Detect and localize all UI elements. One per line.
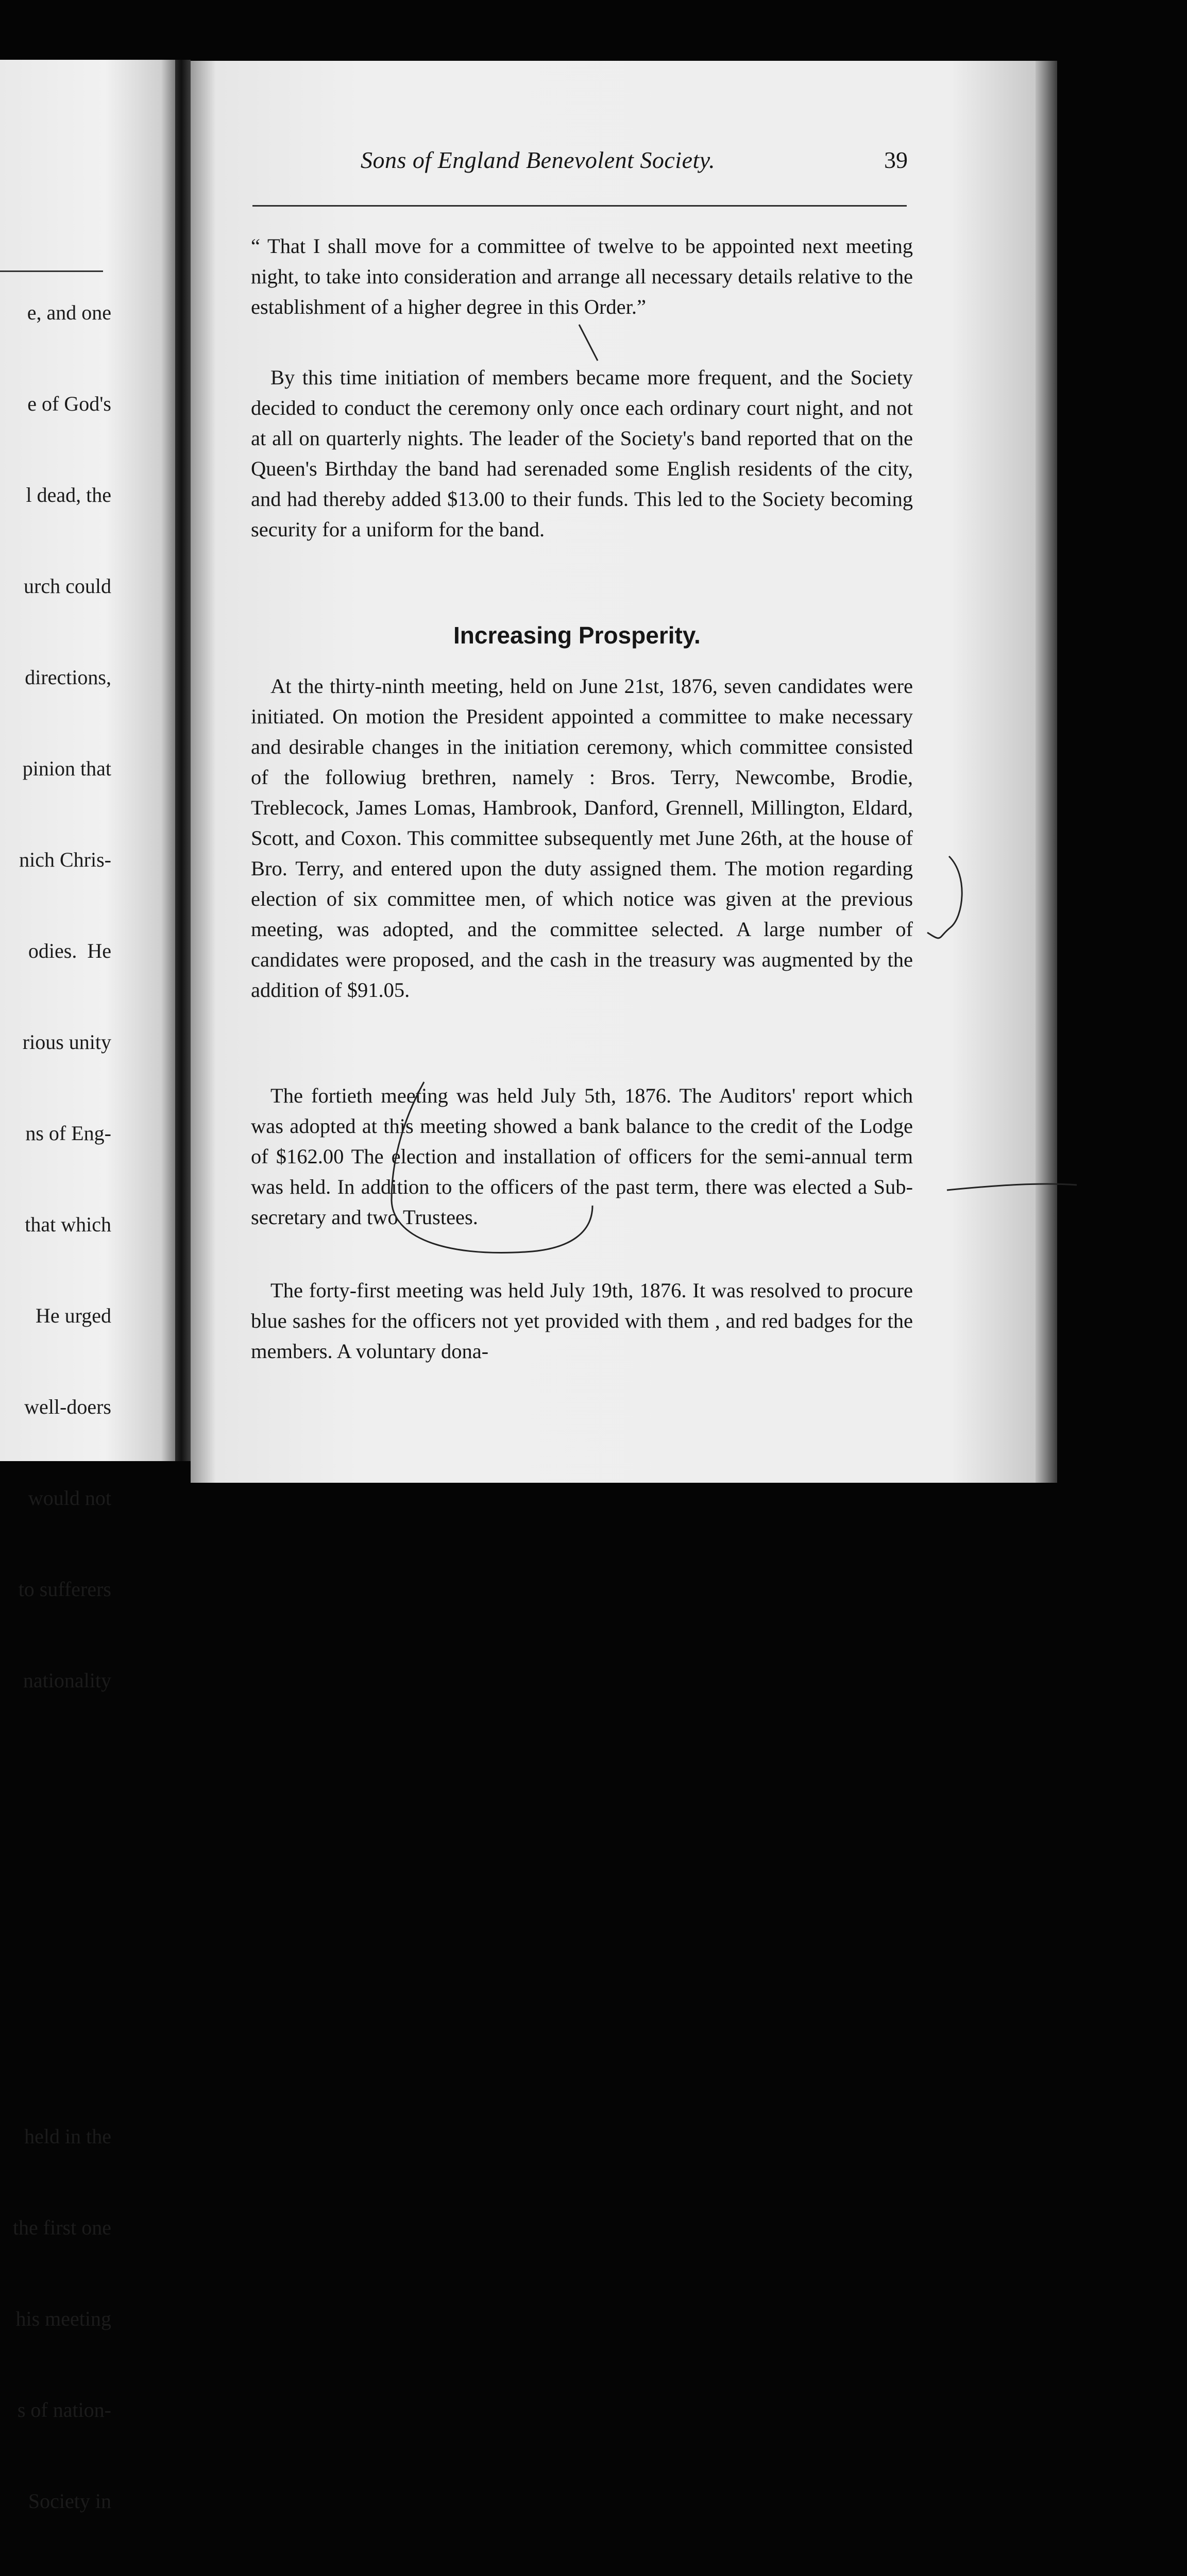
paragraph-thirty-ninth-meeting: At the thirty-ninth meeting, held on June 21st, 1876, seven candidates were initiated. On motion the President appointed a committee to make necessary and desirable changes in the initiation ceremony, which committee consisted of the followiug brethren, namely : Bros. Terry, Newcombe, Brodie, Treblecock, James Lomas, Hambrook, Danford, Grennell, Millington, Eldard, Scott, and Coxon. This committee subsequently met June 26th, at the house of Bro. Terry, and entered upon the duty assigned them. The motion regarding election of six committee men, of which notice was given at the previous meeting, was adopted, and the committee selected. A large number of candidates were proposed, and the cash in the treasury was augmented by the addition of $91.05. xyxy=(251,674,913,1002)
paragraph-fortieth-meeting: The fortieth meeting was held July 5th, 1876. The Auditors' report which was adopted at this meeting showed a bank balance to the credit of the Lodge of $162.00 The election and installation of officers for the semi-annual term was held. In addition to the officers of the past term, there was elected a Sub-secretary and two Trustees. xyxy=(251,1084,913,1229)
left-line: pinion that xyxy=(22,757,111,780)
left-line: the first one xyxy=(12,2216,111,2239)
left-line: rious unity xyxy=(22,1030,111,1054)
left-line: s of nation- xyxy=(17,2398,111,2421)
running-head-title: Sons of England Benevolent Society. xyxy=(361,147,716,173)
left-line: e, and one xyxy=(27,301,111,324)
left-facing-page xyxy=(0,60,175,2513)
book-gutter xyxy=(175,60,191,1461)
left-line xyxy=(4,2030,111,2060)
left-line: held in the xyxy=(24,2125,111,2148)
left-line: directions, xyxy=(25,666,111,689)
left-line xyxy=(4,1756,111,1787)
left-line: to sufferers xyxy=(18,1578,111,1601)
left-line: odies. He xyxy=(28,939,111,962)
left-line: well-doers xyxy=(24,1395,111,1418)
page-edge-shadow xyxy=(1036,61,1057,1483)
left-line: his meeting xyxy=(15,2307,111,2330)
page-number: 39 xyxy=(884,147,908,173)
header-rule xyxy=(252,205,907,207)
left-line xyxy=(4,1848,111,1878)
left-line xyxy=(4,1939,111,1969)
left-line: Society in xyxy=(28,2489,111,2513)
left-line: He urged xyxy=(36,1304,111,1327)
paragraph-forty-first-meeting: The forty-first meeting was held July 19th, 1876. It was resolved to procure blue sashes for the officers not yet provided with them , and red badges for the members. A voluntary dona- xyxy=(251,1279,913,1363)
left-page-column xyxy=(4,236,111,2576)
left-line: nationality xyxy=(23,1669,111,1692)
left-line: urch could xyxy=(24,574,111,598)
left-line: ns of Eng- xyxy=(25,1122,111,1145)
left-line: that which xyxy=(25,1213,111,1236)
left-line: e of God's xyxy=(27,392,111,415)
section-heading: Increasing Prosperity. xyxy=(453,622,701,649)
left-line: would not xyxy=(28,1486,111,1510)
left-line: l dead, the xyxy=(26,483,111,506)
left-line: nich Chris- xyxy=(19,848,111,871)
paragraph-quote: “ That I shall move for a committee of twelve to be appointed next meeting night, to take into consideration and arrange all necessary details relative to the establishment of a higher degree in this Order.” xyxy=(251,234,913,318)
paragraph-initiation: By this time initiation of members became more frequent, and the Society decided to conduct the ceremony only once each ordinary court night, and not at all on quarterly nights. The leader of the Society's band reported that on the Queen's Birthday the band had serenaded some English residents of the city, and had thereby added $13.00 to their funds. This led to the Society becoming security for a uniform for the band. xyxy=(251,366,913,541)
